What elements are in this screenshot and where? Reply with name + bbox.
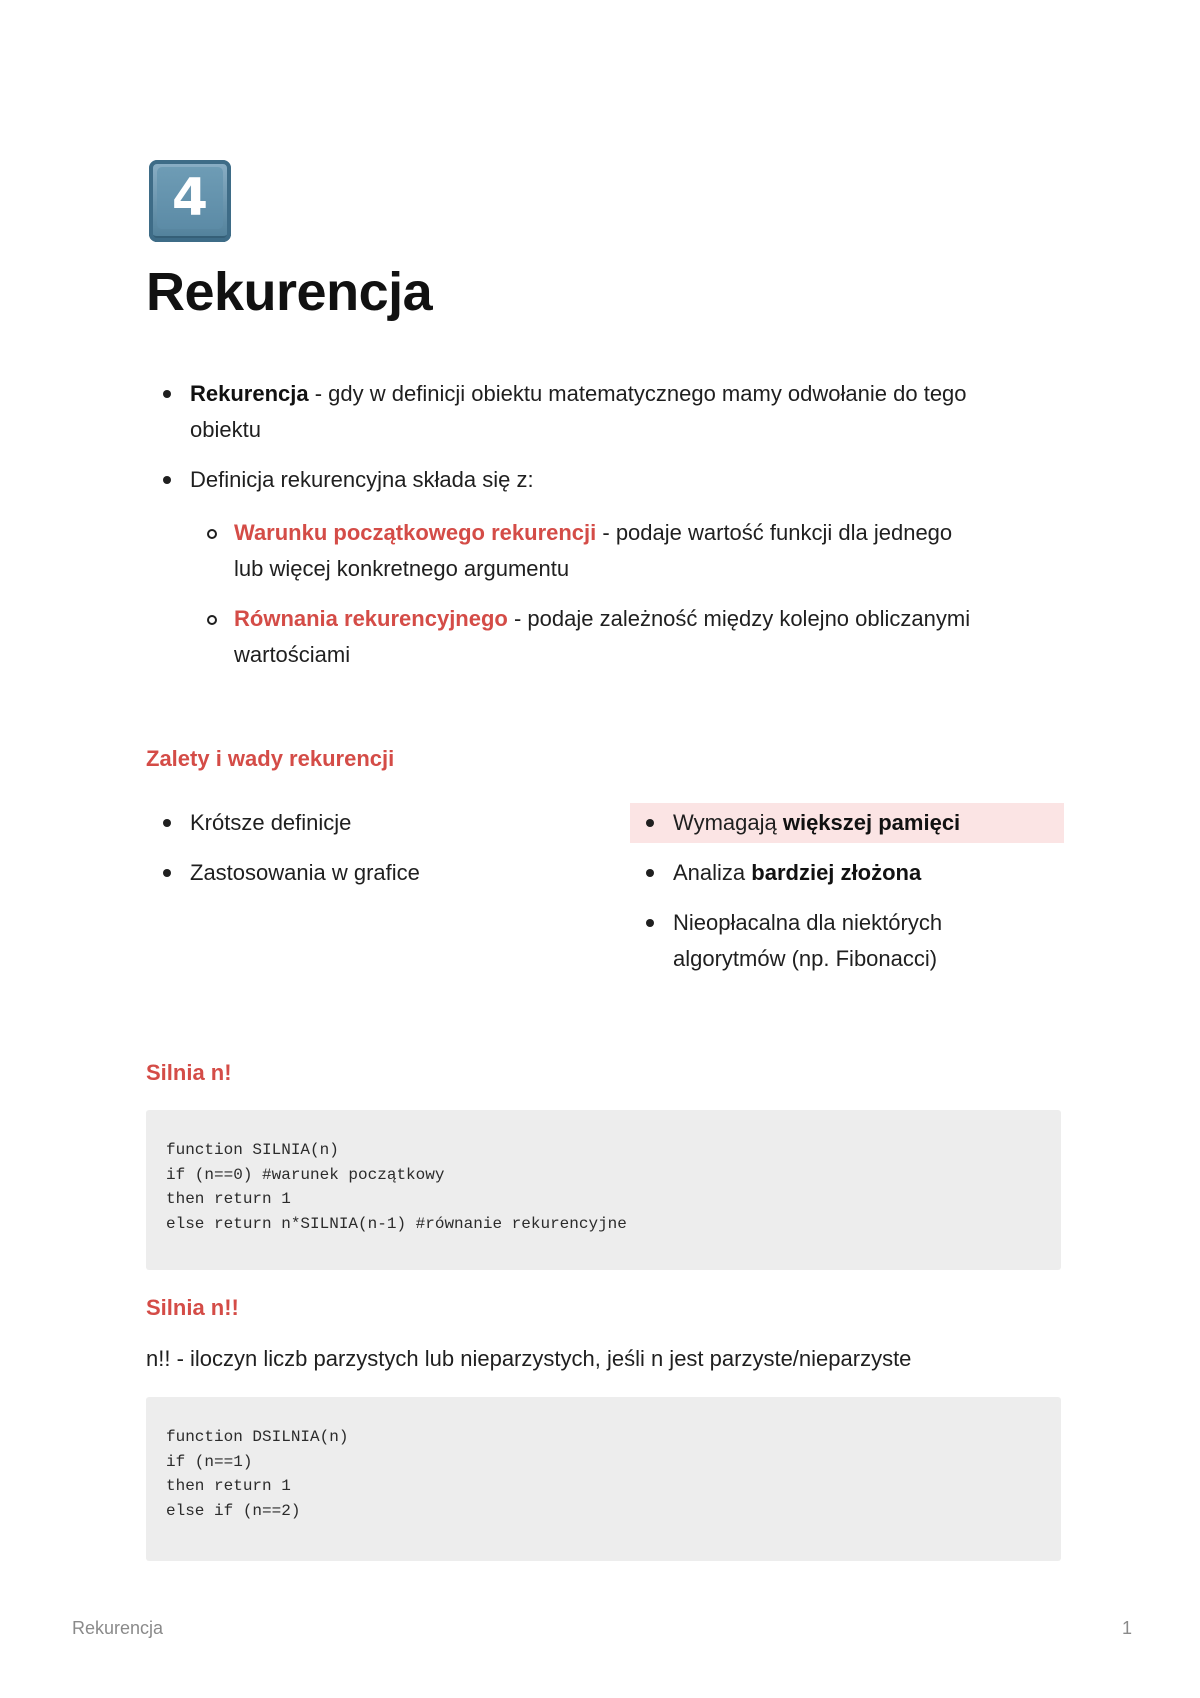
code-text: function DSILNIA(n) if (n==1) then return 1 else if (n==2) (166, 1428, 349, 1520)
section-heading-silnia: Silnia n! (146, 1060, 232, 1085)
list-item (673, 905, 1063, 977)
list-item (234, 515, 1064, 587)
bullet-icon (646, 819, 654, 827)
keycap-four-emoji-icon (149, 160, 231, 242)
list-item (190, 376, 1070, 448)
highlight-term: Równania rekurencyjnego (234, 606, 508, 631)
item-text: Wymagają (673, 810, 783, 835)
bullet-icon (163, 819, 171, 827)
item-text: Krótsze definicje (190, 810, 352, 835)
item-text: - podaje wartość funkcji dla jednego (596, 520, 953, 545)
list-item (673, 805, 1063, 841)
item-text: obiektu (190, 417, 261, 442)
intro-sublist (234, 515, 1064, 673)
term-bold: Rekurencja (190, 381, 309, 406)
list-item (190, 805, 610, 841)
item-text: Zastosowania w grafice (190, 860, 420, 885)
list-item (234, 601, 1064, 673)
list-item (190, 462, 1070, 498)
item-text: Nieopłacalna dla niektórych (673, 910, 943, 935)
item-text: wartościami (234, 642, 351, 667)
term-bold: bardziej złożona (751, 860, 922, 885)
paragraph: n!! - iloczyn liczb parzystych lub nieparzystych, jeśli n jest parzyste/nieparzyste (146, 1346, 912, 1371)
keycap-digit: 4 (157, 167, 223, 229)
hollow-bullet-icon (207, 615, 217, 625)
item-text: Definicja rekurencyjna składa się z: (190, 467, 534, 492)
footer-page-number: 1 (1122, 1618, 1133, 1638)
code-block-dsilnia[interactable] (146, 1397, 1061, 1561)
code-text: function SILNIA(n) if (n==0) #warunek początkowy then return 1 else return n*SILNIA(n-1) #równanie rekurencyjne (166, 1141, 627, 1233)
term-bold: większej pamięci (782, 810, 961, 835)
item-text: lub więcej konkretnego argumentu (234, 556, 570, 581)
bullet-icon (163, 476, 171, 484)
section-heading-dsilnia: Silnia n!! (146, 1295, 239, 1320)
list-item (190, 855, 610, 891)
highlight-term: Warunku początkowego rekurencji (234, 520, 597, 545)
footer-doc-title: Rekurencja (72, 1618, 164, 1638)
item-text: - podaje zależność między kolejno obliczanymi (507, 606, 971, 631)
item-text: algorytmów (np. Fibonacci) (673, 946, 938, 971)
bullet-icon (163, 869, 171, 877)
section-heading-pros-cons: Zalety i wady rekurencji (146, 746, 395, 771)
item-text: Analiza (673, 860, 752, 885)
pros-list (190, 805, 610, 891)
hollow-bullet-icon (207, 529, 217, 539)
page-title: Rekurencja (146, 262, 433, 322)
bullet-icon (646, 919, 654, 927)
bullet-icon (646, 869, 654, 877)
bullet-icon (163, 390, 171, 398)
list-item (673, 855, 1063, 891)
item-text: - gdy w definicji obiektu matematycznego mamy odwołanie do tego (308, 381, 967, 406)
cons-list (673, 805, 1063, 977)
code-block-silnia[interactable] (146, 1110, 1061, 1270)
intro-list (190, 376, 1070, 498)
